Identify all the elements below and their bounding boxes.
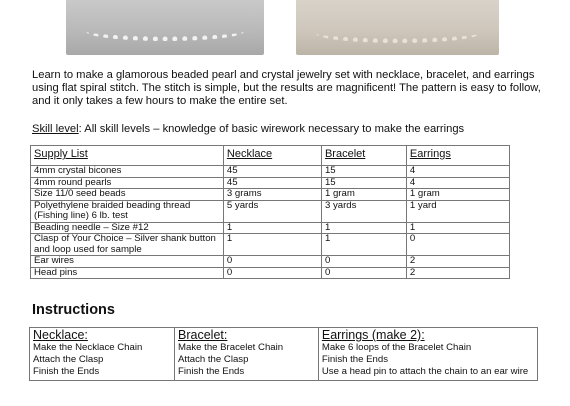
necklace-instructions	[30, 328, 175, 381]
supply-row	[31, 189, 510, 201]
supply-row	[31, 177, 510, 189]
supply-header-cell: Bracelet	[321, 146, 406, 166]
earrings-instructions-header: Earrings (make 2):	[321, 328, 425, 342]
instructions-row	[30, 328, 538, 381]
supply-earrings-qty: 0	[406, 234, 509, 256]
supply-item: 4mm round pearls	[31, 177, 224, 189]
supply-row	[31, 267, 510, 279]
skill-level	[32, 123, 552, 136]
instruction-step: Make the Necklace Chain	[33, 342, 143, 353]
supply-row	[31, 200, 510, 222]
supply-necklace-qty: 5 yards	[223, 200, 321, 222]
necklace-photo-closeup	[296, 0, 499, 55]
intro-paragraph: Learn to make a glamorous beaded pearl and crystal jewelry set with necklace, bracelet, and earrings using flat spiral stitch. The stitch is simple, but the results are magnificent! The pattern is easy to follow, and it only takes a few hours to make the entire set.	[32, 69, 541, 107]
supply-necklace-qty: 1	[223, 234, 321, 256]
skill-level-text: : All skill levels – knowledge of basic wirework necessary to make the earrings	[78, 123, 465, 135]
instruction-step: Use a head pin to attach the chain to an ear wire	[321, 366, 529, 377]
supply-row	[31, 234, 510, 256]
supply-row	[31, 166, 510, 178]
supply-bracelet-qty: 1 gram	[321, 189, 406, 201]
supply-item: Ear wires	[31, 256, 224, 268]
supply-item: Clasp of Your Choice – Silver shank button and loop used for sample	[31, 234, 224, 256]
supply-row	[31, 256, 510, 268]
supply-item: 4mm crystal bicones	[31, 166, 224, 178]
supply-bracelet-qty: 0	[321, 256, 406, 268]
supply-earrings-qty: 2	[406, 267, 509, 279]
instruction-step: Finish the Ends	[321, 354, 388, 365]
supply-earrings-qty: 1 gram	[406, 189, 509, 201]
bracelet-instructions	[175, 328, 319, 381]
supply-bracelet-qty: 0	[321, 267, 406, 279]
supply-necklace-qty: 3 grams	[223, 189, 321, 201]
supply-item: Polyethylene braided beading thread (Fishing line) 6 lb. test	[31, 200, 224, 222]
supply-row	[31, 222, 510, 234]
supply-necklace-qty: 45	[223, 166, 321, 178]
necklace-beads	[86, 22, 244, 41]
supply-table	[30, 145, 510, 279]
supply-item: Size 11/0 seed beads	[31, 189, 224, 201]
instruction-step: Attach the Clasp	[178, 354, 249, 365]
supply-necklace-qty: 0	[223, 256, 321, 268]
supply-earrings-qty: 1	[406, 222, 509, 234]
instruction-step: Make the Bracelet Chain	[178, 342, 284, 353]
supply-item: Beading needle – Size #12	[31, 222, 224, 234]
necklace-photo	[66, 0, 264, 55]
supply-necklace-qty: 1	[223, 222, 321, 234]
supply-item: Head pins	[31, 267, 224, 279]
supply-bracelet-qty: 1	[321, 222, 406, 234]
supply-header-cell: Earrings	[406, 146, 509, 166]
supply-necklace-qty: 0	[223, 267, 321, 279]
supply-header-cell: Supply List	[31, 146, 224, 166]
supply-earrings-qty: 1 yard	[406, 200, 509, 222]
supply-earrings-qty: 4	[406, 166, 509, 178]
bracelet-instructions-header: Bracelet:	[178, 328, 228, 342]
skill-level-label: Skill level	[32, 123, 79, 135]
supply-bracelet-qty: 15	[321, 166, 406, 178]
supply-header-cell: Necklace	[223, 146, 321, 166]
supply-bracelet-qty: 15	[321, 177, 406, 189]
instructions-table	[29, 327, 538, 381]
supply-earrings-qty: 2	[406, 256, 509, 268]
instruction-step: Finish the Ends	[178, 366, 245, 377]
instructions-heading: Instructions	[32, 302, 115, 318]
earrings-instructions	[318, 328, 537, 381]
supply-earrings-qty: 4	[406, 177, 509, 189]
supply-bracelet-qty: 1	[321, 234, 406, 256]
supply-necklace-qty: 45	[223, 177, 321, 189]
instruction-step: Make 6 loops of the Bracelet Chain	[321, 342, 472, 353]
supply-header-row	[31, 146, 510, 166]
instruction-step: Attach the Clasp	[33, 354, 104, 365]
supply-bracelet-qty: 3 yards	[321, 200, 406, 222]
instruction-step: Finish the Ends	[33, 366, 100, 377]
necklace-instructions-header: Necklace:	[33, 328, 88, 342]
necklace-beads-closeup	[316, 24, 478, 43]
